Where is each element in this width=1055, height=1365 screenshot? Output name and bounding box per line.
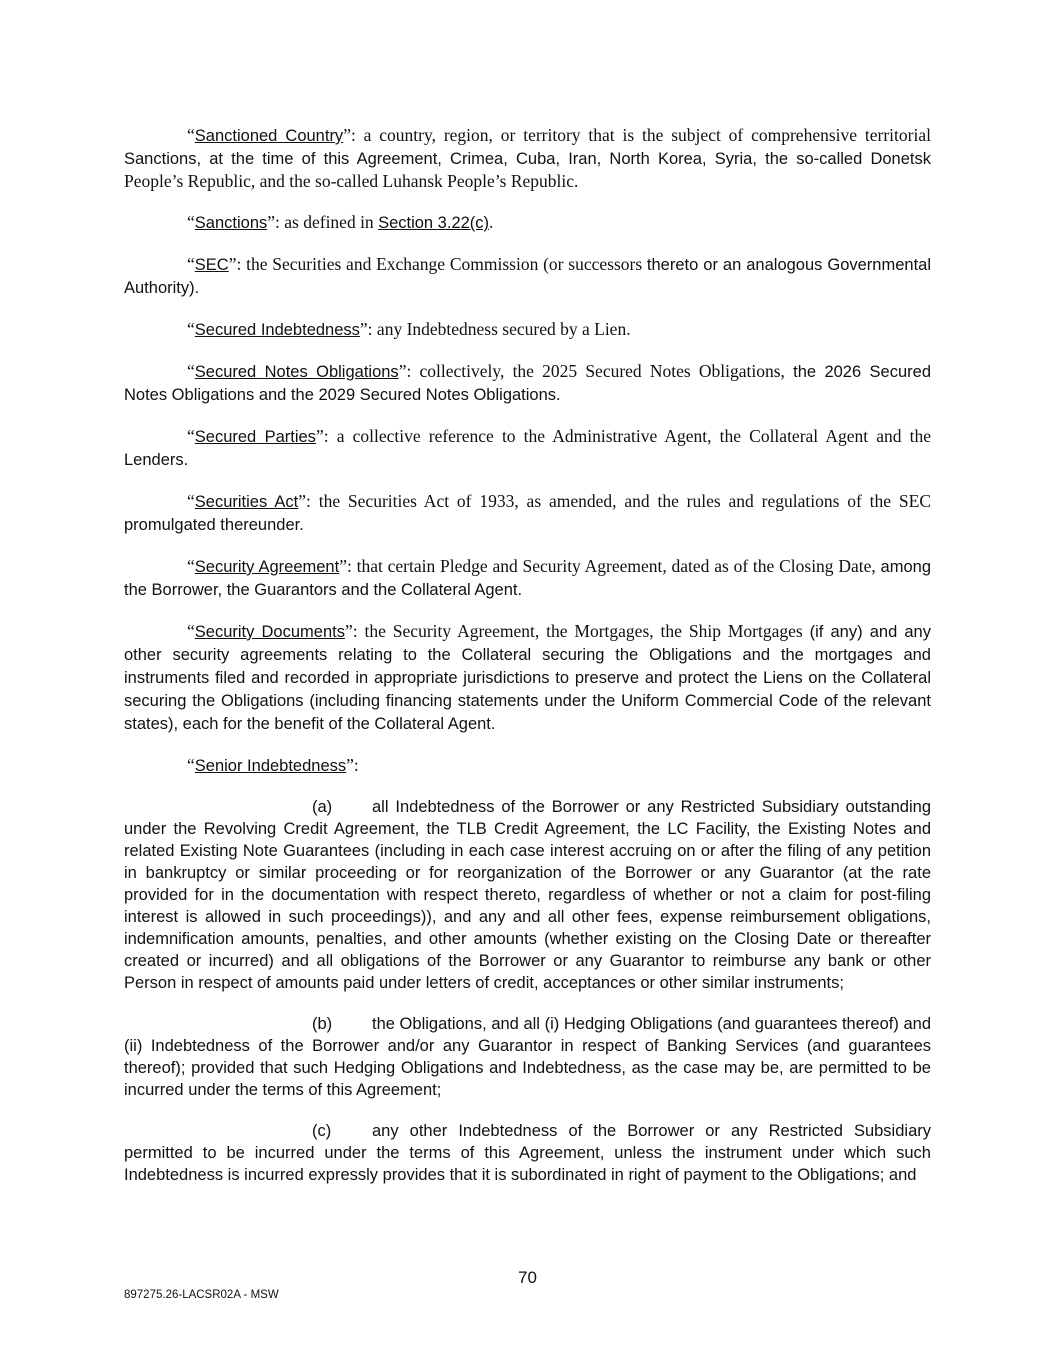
close-quote: ”: [398, 361, 420, 381]
definition-text-end: . [489, 212, 494, 232]
close-quote: ”: [344, 621, 365, 641]
open-quote: “ [187, 254, 195, 274]
definition-text-cont: Sanctions, at the time of this Agreement, Crimea, Cuba, Iran, North Korea, Syria, the so-called Donetsk [124, 150, 931, 168]
definition-security-agreement [124, 555, 931, 601]
defined-term: Senior Indebtedness [194, 757, 347, 775]
close-quote: ”: [298, 491, 319, 511]
definition-sanctioned-country [124, 124, 931, 192]
definition-text: as defined in [284, 212, 379, 232]
definition-text-end: People’s Republic, and the so-called Luhansk People’s Republic. [124, 171, 579, 191]
open-quote: “ [187, 621, 195, 641]
clause-text: the Obligations, and all (i) Hedging Obligations (and guarantees thereof) and (ii) Indebtedness of the Borrower and/or any Guarantor in respect of Banking Services (and guarantees thereof); provided that such Hedging Obligations and Indebtedness, as the case may be, are permitted to be incurred under the terms of this Agreement; [124, 1015, 931, 1099]
definition-text: that certain Pledge and Security Agreement, dated as of the Closing Date, [356, 556, 881, 576]
close-quote: ”: [315, 426, 337, 446]
definition-text-cont: promulgated thereunder. [124, 516, 304, 534]
defined-term: Securities Act [194, 493, 299, 511]
clause-text: any other Indebtedness of the Borrower or any Restricted Subsidiary permitted to be incurred under the terms of this Agreement, unless the instrument under which such Indebtedness is incurred expressly provides that it is subordinated in right of payment to the Obligations; and [124, 1122, 931, 1184]
defined-term: Secured Notes Obligations [194, 363, 399, 381]
defined-term: Security Agreement [194, 558, 340, 576]
clause-label: (a) [312, 798, 333, 816]
definition-senior-indebtedness [124, 754, 931, 777]
definition-text-cont: (if any) and any other security agreements relating to the Collateral securing the Obligations and the mortgages and instruments filed and recorded in appropriate jurisdictions to preserve and protect the Liens on the Collateral securing the Obligations (including financing statements under the Uniform Commercial Code of the relevant states), each for the benefit of the Collateral Agent. [124, 623, 931, 733]
senior-clause-a [124, 796, 931, 994]
definition-secured-notes-obligations [124, 360, 931, 406]
definition-text: collectively, the 2025 Secured Notes Obligations, [419, 361, 794, 381]
senior-clause-b [124, 1013, 931, 1101]
open-quote: “ [187, 556, 195, 576]
definition-sanctions [124, 211, 931, 234]
close-quote: ”: [267, 212, 285, 232]
document-body [124, 124, 931, 1205]
definition-secured-parties [124, 425, 931, 471]
defined-term: Sanctions [194, 214, 268, 232]
definition-text-cont: among the Borrower, the Guarantors and the Collateral Agent. [124, 558, 931, 599]
page-number: 70 [518, 1268, 537, 1287]
clause-label: (b) [312, 1015, 333, 1033]
open-quote: “ [187, 426, 195, 446]
close-quote: ”: [343, 125, 364, 145]
definition-sec [124, 253, 931, 299]
definition-security-documents [124, 620, 931, 735]
definition-text-cont: Lenders. [124, 451, 189, 469]
open-quote: “ [187, 319, 195, 339]
definition-securities-act [124, 490, 931, 536]
definition-text: the Securities and Exchange Commission (or successors [246, 254, 647, 274]
definition-text: a collective reference to the Administrative Agent, the Collateral Agent and the [336, 426, 931, 446]
clause-text: all Indebtedness of the Borrower or any Restricted Subsidiary outstanding under the Revolving Credit Agreement, the TLB Credit Agreement, the LC Facility, the Existing Notes and related Existing Note Guarantees (including in each case interest accruing on or after the filing of any petition in bankruptcy or similar proceeding or for reorganization of the Borrower or any Guarantor (at the rate provided for in the documentation with respect thereto, regardless of whether or not a claim for post-filing interest is allowed in such proceedings)), and any and all other fees, expense reimbursement obligations, indemnification amounts, penalties, and other amounts (whether existing on the Closing Date or thereafter created or incurred) and all obligations of the Borrower or any Guarantor to reimburse any bank or other Person in respect of amounts paid under letters of credit, acceptances or other similar instruments; [124, 798, 931, 992]
section-reference-link[interactable]: Section 3.22(c) [378, 214, 490, 232]
defined-term: Security Documents [194, 623, 345, 641]
clause-label: (c) [312, 1122, 332, 1140]
definition-text: a country, region, or territory that is the subject of comprehensive territorial [363, 125, 931, 145]
close-quote: ”: [359, 319, 377, 339]
definition-text: any Indebtedness secured by a Lien. [376, 319, 631, 339]
open-quote: “ [187, 491, 195, 511]
close-quote: ”: [346, 755, 359, 775]
senior-clause-c [124, 1120, 931, 1186]
open-quote: “ [187, 361, 195, 381]
open-quote: “ [187, 212, 195, 232]
open-quote: “ [187, 755, 195, 775]
close-quote: ”: [339, 556, 357, 576]
definition-text: the Securities Act of 1933, as amended, and the rules and regulations of the SEC [318, 491, 931, 511]
defined-term: Secured Indebtedness [194, 321, 360, 339]
open-quote: “ [187, 125, 195, 145]
definition-text: the Security Agreement, the Mortgages, the Ship Mortgages [364, 621, 810, 641]
document-id: 897275.26-LACSR02A - MSW [124, 1289, 279, 1301]
definition-text-cont: thereto or an analogous Governmental Authority). [124, 256, 932, 297]
close-quote: ”: [228, 254, 247, 274]
defined-term: SEC [194, 256, 229, 274]
definition-text-cont: the 2026 Secured Notes Obligations and the 2029 Secured Notes Obligations. [124, 363, 931, 404]
definition-secured-indebtedness [124, 318, 931, 341]
defined-term: Sanctioned Country [194, 127, 344, 145]
defined-term: Secured Parties [194, 428, 316, 446]
